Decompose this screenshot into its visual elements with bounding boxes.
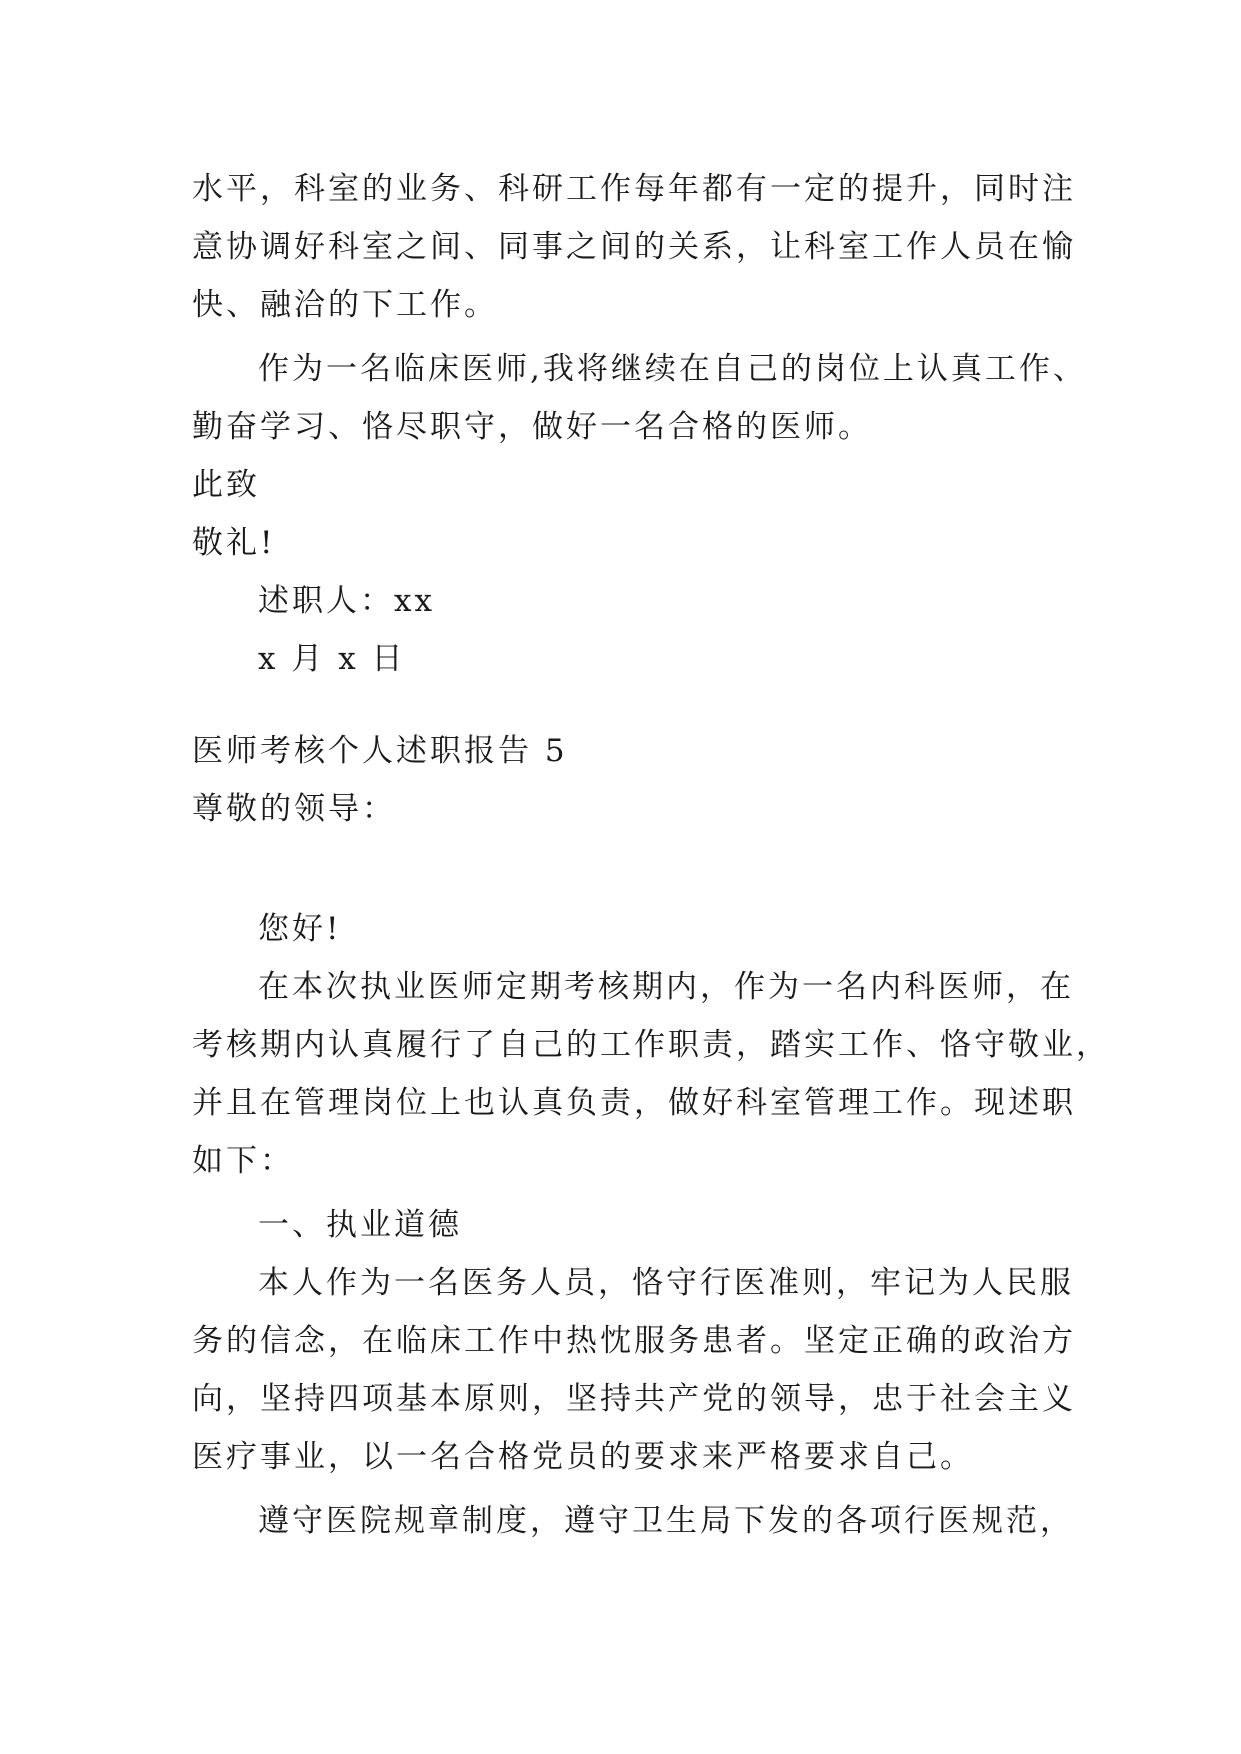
text-line: 意协调好科室之间、同事之间的关系，让科室工作人员在愉 (192, 229, 1076, 265)
greeting: 您好! (258, 911, 342, 947)
document-body (192, 160, 1110, 1550)
report-title: 医师考核个人述职报告 5 (192, 733, 568, 769)
paragraph-ethics (192, 1254, 1076, 1486)
closing-line-1: 此致 (192, 467, 260, 503)
text-line: 水平，科室的业务、科研工作每年都有一定的提升，同时注 (192, 171, 1076, 207)
text-line: 医疗事业，以一名合格党员的要求来严格要求自己。 (192, 1439, 974, 1475)
text-line: 向，坚持四项基本原则，坚持共产党的领导，忠于社会主义 (192, 1381, 1076, 1417)
date-line: x 月 x 日 (258, 641, 406, 677)
salutation: 尊敬的领导： (192, 791, 396, 827)
text-line: 本人作为一名医务人员，恪守行医准则，牢记为人民服 (258, 1265, 1074, 1301)
paragraph-introduction (192, 958, 1110, 1190)
text-line: 快、融洽的下工作。 (192, 287, 498, 323)
text-line: 如下： (192, 1143, 294, 1179)
text-line: 在本次执业医师定期考核期内，作为一名内科医师，在 (258, 969, 1074, 1005)
text-line: 作为一名临床医师,我将继续在自己的岗位上认真工作、 (258, 351, 1087, 387)
text-line: 勤奋学习、恪尽职守，做好一名合格的医师。 (192, 409, 872, 445)
signer: 述职人：xx (258, 583, 435, 619)
text-line: 考核期内认真履行了自己的工作职责，踏实工作、恪守敬业， (192, 1027, 1110, 1063)
text-line: 并且在管理岗位上也认真负责，做好科室管理工作。现述职 (192, 1085, 1076, 1121)
section-heading: 一、执业道德 (258, 1207, 462, 1243)
paragraph-commitment (192, 340, 1087, 456)
paragraph-continuation (192, 160, 1076, 334)
paragraph-regulations (192, 1492, 1072, 1550)
text-line: 遵守医院规章制度，遵守卫生局下发的各项行医规范， (258, 1503, 1074, 1539)
text-line: 务的信念，在临床工作中热忱服务患者。坚定正确的政治方 (192, 1323, 1076, 1359)
closing-line-2: 敬礼! (192, 525, 276, 561)
